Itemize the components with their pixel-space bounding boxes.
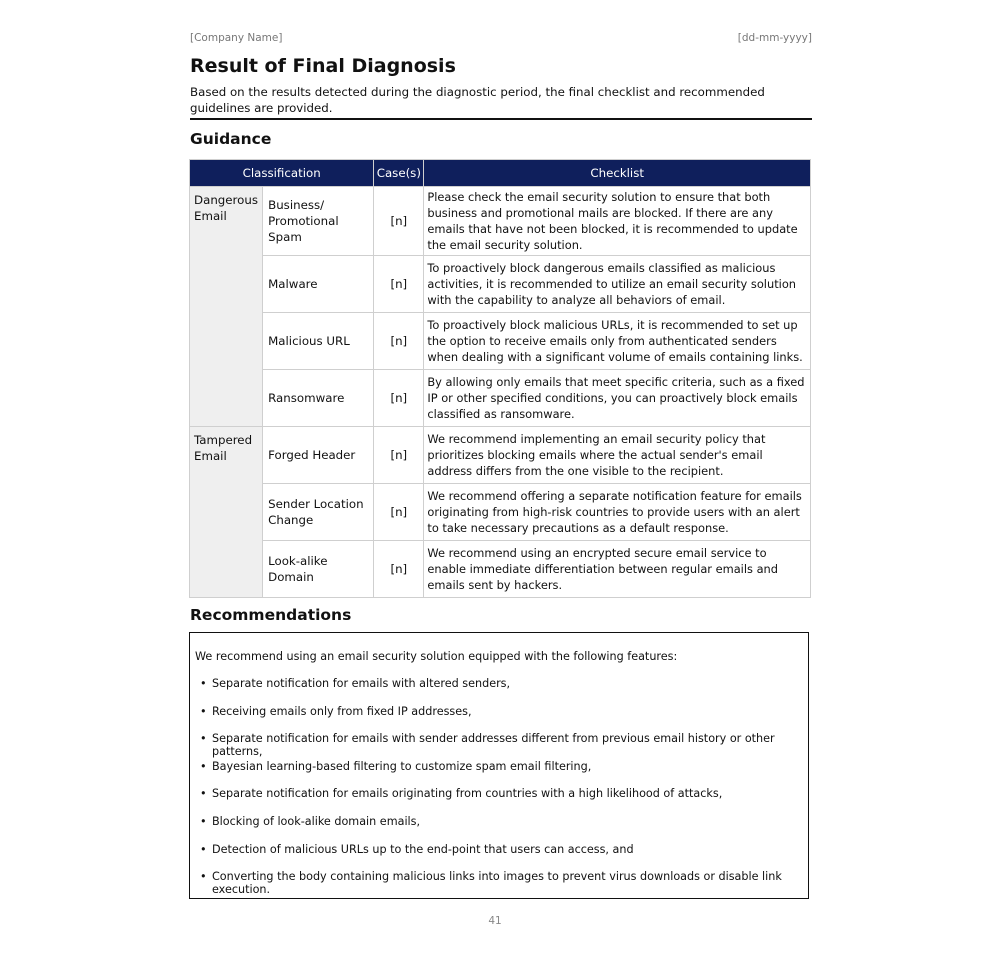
subcategory-cell: Business/ Promotional Spam	[263, 187, 374, 256]
table-row	[190, 256, 811, 313]
cases-cell: [n]	[374, 484, 424, 541]
date-header: [dd-mm-yyyy]	[737, 32, 812, 44]
cases-cell: [n]	[374, 313, 424, 370]
list-item-text: Receiving emails only from fixed IP addresses,	[212, 704, 472, 718]
guidance-heading: Guidance	[190, 130, 272, 148]
col-cases: Case(s)	[374, 160, 424, 187]
bullet-icon: •	[200, 814, 207, 828]
checklist-cell: To proactively block dangerous emails classified as malicious activities, it is recommended to utilize an email security solution with the capability to analyze all behaviors of email.	[424, 256, 811, 313]
checklist-cell: Please check the email security solution to ensure that both business and promotional mails are blocked. If there are any emails that have not been blocked, it is recommended to update the email security solution.	[424, 187, 811, 256]
subcategory-cell: Ransomware	[263, 370, 374, 427]
list-item	[195, 843, 808, 871]
recommendations-heading: Recommendations	[190, 606, 352, 624]
cases-cell: [n]	[374, 256, 424, 313]
bullet-icon: •	[200, 842, 207, 856]
cases-cell: [n]	[374, 370, 424, 427]
bullet-icon: •	[200, 732, 207, 746]
recommendations-box	[189, 632, 809, 899]
table-row	[190, 427, 811, 484]
table-row	[190, 187, 811, 256]
intro-text: Based on the results detected during the diagnostic period, the final checklist and recommended guidelines are provided.	[190, 85, 765, 115]
list-item	[195, 870, 808, 898]
recommendations-intro: We recommend using an email security solution equipped with the following features:	[195, 650, 678, 663]
list-item-text: Bayesian learning-based filtering to customize spam email filtering,	[212, 759, 592, 773]
subcategory-cell: Forged Header	[263, 427, 374, 484]
list-item	[195, 705, 808, 733]
list-item	[195, 732, 808, 760]
subcategory-cell: Malware	[263, 256, 374, 313]
company-name-header: [Company Name]	[190, 32, 283, 44]
list-item-text: Separate notification for emails with altered senders,	[212, 677, 511, 690]
category-cell: Tampered Email	[190, 427, 263, 598]
list-item-text: Separate notification for emails with sender addresses different from previous email history or other patterns,	[212, 732, 775, 759]
table-row	[190, 484, 811, 541]
table-row	[190, 541, 811, 598]
list-item-text: Blocking of look-alike domain emails,	[212, 814, 421, 828]
list-item-text: Converting the body containing malicious links into images to prevent virus downloads or disable link execution.	[212, 870, 782, 897]
list-item-text: Detection of malicious URLs up to the end-point that users can access, and	[212, 842, 634, 856]
subcategory-cell: Sender Location Change	[263, 484, 374, 541]
checklist-cell: To proactively block malicious URLs, it is recommended to set up the option to receive emails only from authenticated senders when dealing with a significant volume of emails containing links.	[424, 313, 811, 370]
checklist-cell: By allowing only emails that meet specific criteria, such as a fixed IP or other specified conditions, you can proactively block emails classified as ransomware.	[424, 370, 811, 427]
title-divider	[190, 118, 812, 120]
list-item	[195, 760, 808, 788]
col-classification: Classification	[190, 160, 374, 187]
list-item-text: Separate notification for emails originating from countries with a high likelihood of attacks,	[212, 787, 723, 801]
category-cell: Dangerous Email	[190, 187, 263, 427]
subcategory-cell: Malicious URL	[263, 313, 374, 370]
checklist-cell: We recommend implementing an email security policy that prioritizes blocking emails where the actual sender's email address differs from the one visible to the recipient.	[424, 427, 811, 484]
table-header-row	[190, 160, 811, 187]
subcategory-cell: Look-alike Domain	[263, 541, 374, 598]
guidance-table	[189, 159, 811, 598]
table-row	[190, 313, 811, 370]
list-item	[195, 677, 808, 705]
cases-cell: [n]	[374, 187, 424, 256]
list-item	[195, 815, 808, 843]
cases-cell: [n]	[374, 427, 424, 484]
col-checklist: Checklist	[424, 160, 811, 187]
checklist-cell: We recommend using an encrypted secure email service to enable immediate differentiation between regular emails and emails sent by hackers.	[424, 541, 811, 598]
list-item	[195, 787, 808, 815]
checklist-cell: We recommend offering a separate notification feature for emails originating from high-risk countries to provide users with an alert to take necessary precautions as a default response.	[424, 484, 811, 541]
cases-cell: [n]	[374, 541, 424, 598]
bullet-icon: •	[200, 704, 207, 718]
page-number: 41	[488, 915, 502, 927]
bullet-icon: •	[200, 677, 207, 690]
bullet-icon: •	[200, 870, 207, 884]
bullet-icon: •	[200, 787, 207, 801]
recommendations-list	[195, 677, 808, 898]
table-row	[190, 370, 811, 427]
bullet-icon: •	[200, 759, 207, 773]
page-title: Result of Final Diagnosis	[190, 55, 456, 77]
